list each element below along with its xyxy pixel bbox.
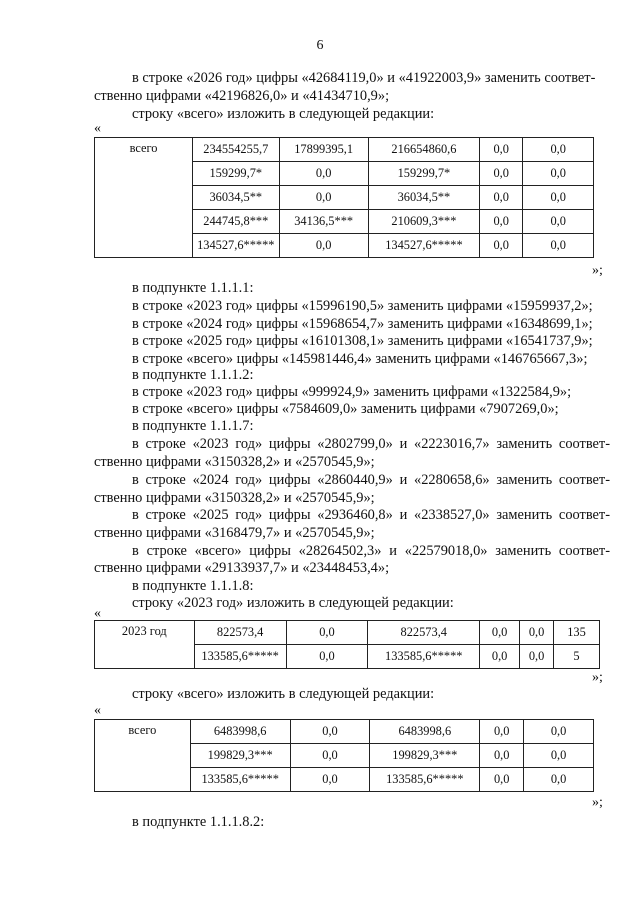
cell: 0,0	[523, 162, 594, 186]
line-1111-0: в строке «2023 год» цифры «15996190,5» заменить цифрами «15959937,2»;	[132, 298, 593, 314]
cell: 0,0	[290, 768, 370, 792]
cell: 17899395,1	[279, 138, 368, 162]
cell: 0,0	[480, 768, 524, 792]
cell: 6483998,6	[370, 720, 480, 744]
intro-2023: строку «2023 год» изложить в следующей редакции:	[132, 595, 454, 611]
cell: 0,0	[480, 621, 520, 645]
cell: 133585,6*****	[194, 645, 286, 669]
para-1117-3-line1: в строке «всего» цифры «28264502,3» и «22579018,0» заменить соответ-	[132, 543, 610, 559]
cell: 36034,5**	[368, 186, 479, 210]
cell: 0,0	[290, 744, 370, 768]
cell: 0,0	[480, 186, 523, 210]
row-label: всего	[95, 720, 191, 792]
cell: 34136,5***	[279, 210, 368, 234]
open-quote-1: «	[94, 121, 101, 136]
cell: 0,0	[279, 186, 368, 210]
para1-line1: в строке «2026 год» цифры «42684119,0» и «41922003,9» заменить соответ-	[132, 70, 596, 86]
intro-total-2: строку «всего» изложить в следующей редакции:	[132, 686, 435, 702]
cell: 133585,6*****	[190, 768, 290, 792]
page-number: 6	[316, 38, 324, 53]
cell: 0,0	[279, 162, 368, 186]
cell: 159299,7*	[193, 162, 279, 186]
para-1117-2-line2: ственно цифрами «3168479,7» и «2570545,9»;	[94, 525, 375, 541]
open-quote-2: «	[94, 606, 101, 621]
cell: 0,0	[480, 645, 520, 669]
sub-1112: в подпункте 1.1.1.2:	[132, 367, 254, 383]
cell: 134527,6*****	[368, 234, 479, 258]
cell: 199829,3***	[370, 744, 480, 768]
cell: 0,0	[480, 234, 523, 258]
cell: 234554255,7	[193, 138, 279, 162]
para-1117-2-line1: в строке «2025 год» цифры «2936460,8» и «2338527,0» заменить соответ-	[132, 507, 610, 523]
cell: 0,0	[520, 645, 554, 669]
cell: 0,0	[286, 621, 368, 645]
cell: 6483998,6	[190, 720, 290, 744]
sub-11182: в подпункте 1.1.1.8.2:	[132, 814, 265, 830]
cell: 0,0	[286, 645, 368, 669]
para1-line2: ственно цифрами «42196826,0» и «41434710,9»;	[94, 88, 390, 104]
cell: 0,0	[520, 621, 554, 645]
cell: 0,0	[480, 162, 523, 186]
sub-1111: в подпункте 1.1.1.1:	[132, 280, 254, 296]
para-1117-3-line2: ственно цифрами «29133937,7» и «23448453,4»;	[94, 560, 390, 576]
cell: 135	[554, 621, 600, 645]
close-quote-2: »;	[592, 670, 603, 685]
cell: 0,0	[480, 720, 524, 744]
row-label: 2023 год	[95, 621, 195, 669]
cell: 0,0	[524, 768, 594, 792]
close-quote-1: »;	[592, 263, 603, 278]
intro-total-1: строку «всего» изложить в следующей редакции:	[132, 106, 435, 122]
sub-1117: в подпункте 1.1.1.7:	[132, 418, 254, 434]
table-row	[95, 720, 594, 744]
table-row	[95, 138, 594, 162]
cell: 0,0	[480, 210, 523, 234]
line-1112-1: в строке «всего» цифры «7584609,0» заменить цифрами «7907269,0»;	[132, 401, 559, 417]
para-1117-1-line1: в строке «2024 год» цифры «2860440,9» и «2280658,6» заменить соответ-	[132, 472, 610, 488]
cell: 5	[554, 645, 600, 669]
cell: 822573,4	[194, 621, 286, 645]
table-2023	[94, 620, 600, 669]
cell: 134527,6*****	[193, 234, 279, 258]
cell: 0,0	[523, 234, 594, 258]
cell: 0,0	[523, 210, 594, 234]
row-label: всего	[95, 138, 193, 258]
open-quote-3: «	[94, 703, 101, 718]
line-1111-2: в строке «2025 год» цифры «16101308,1» заменить цифрами «16541737,9»;	[132, 333, 593, 349]
cell: 0,0	[524, 744, 594, 768]
cell: 133585,6*****	[370, 768, 480, 792]
cell: 210609,3***	[368, 210, 479, 234]
line-1112-0: в строке «2023 год» цифры «999924,9» заменить цифрами «1322584,9»;	[132, 384, 572, 400]
close-quote-3: »;	[592, 795, 603, 810]
cell: 36034,5**	[193, 186, 279, 210]
cell: 216654860,6	[368, 138, 479, 162]
cell: 0,0	[480, 744, 524, 768]
table-row	[95, 621, 600, 645]
line-1111-3: в строке «всего» цифры «145981446,4» заменить цифрами «146765667,3»;	[132, 351, 588, 367]
cell: 822573,4	[368, 621, 480, 645]
para-1117-0-line2: ственно цифрами «3150328,2» и «2570545,9»;	[94, 454, 375, 470]
cell: 244745,8***	[193, 210, 279, 234]
line-1111-1: в строке «2024 год» цифры «15968654,7» заменить цифрами «16348699,1»;	[132, 316, 593, 332]
table-total-1	[94, 137, 594, 258]
cell: 0,0	[279, 234, 368, 258]
cell: 199829,3***	[190, 744, 290, 768]
cell: 159299,7*	[368, 162, 479, 186]
cell: 0,0	[523, 138, 594, 162]
cell: 0,0	[290, 720, 370, 744]
para-1117-1-line2: ственно цифрами «3150328,2» и «2570545,9»;	[94, 490, 375, 506]
cell: 0,0	[524, 720, 594, 744]
cell: 133585,6*****	[368, 645, 480, 669]
cell: 0,0	[480, 138, 523, 162]
para-1117-0-line1: в строке «2023 год» цифры «2802799,0» и «2223016,7» заменить соответ-	[132, 436, 610, 452]
cell: 0,0	[523, 186, 594, 210]
sub-1118: в подпункте 1.1.1.8:	[132, 578, 254, 594]
table-total-2	[94, 719, 594, 792]
